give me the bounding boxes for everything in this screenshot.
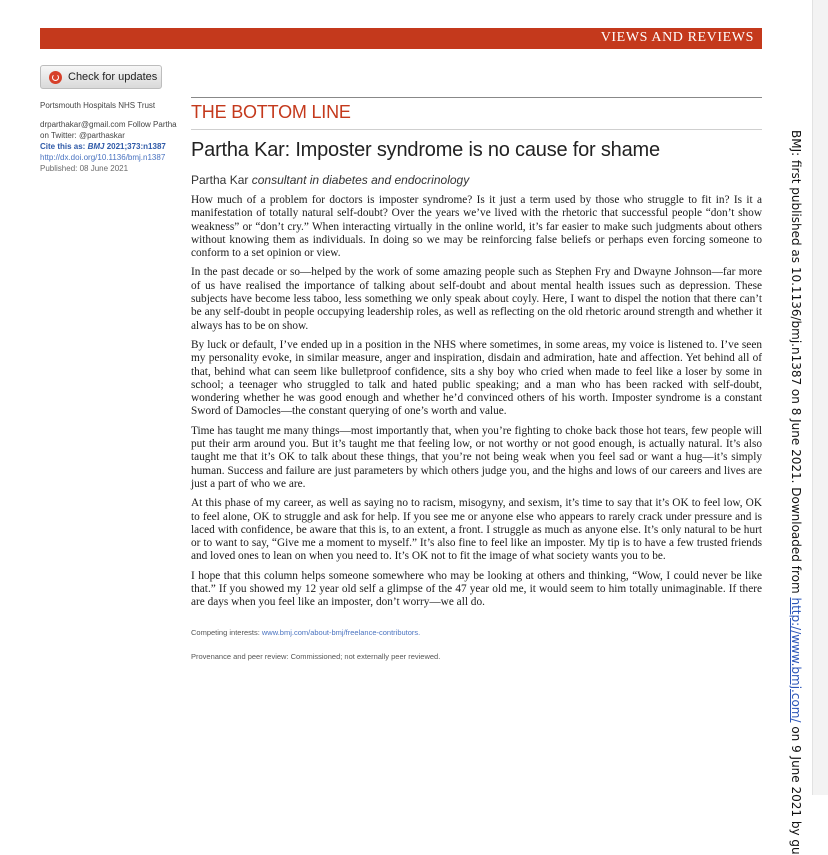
author-contact: drparthakar@gmail.com Follow Partha on Twitter: @parthaskar [40,120,177,140]
footnotes [191,628,762,661]
watermark-link[interactable]: http://www.bmj.com/ [789,597,803,723]
paragraph: In the past decade or so—helped by the work of some amazing people such as Stephen Fry and Dwayne Johnson—far more of us have realised the importance of talking about self-doubt and about mental health issues such as depression. These subjects have become less taboo, less something we only speak about coyly. Here, I want to dispel the notion that there can’t be any self-doubt in people occupying leadership roles, as well as reflecting on the old rhetoric around strength and whether it always has to be on show. [191,266,762,332]
citation-journal: BMJ [87,142,105,151]
citation-ref: 2021;373:n1387 [104,142,166,151]
section-banner [40,28,762,49]
citation [40,141,180,152]
section-rule [191,97,762,98]
watermark-text-before: BMJ: first published as 10.1136/bmj.n1387 on 8 June 2021. Downloaded from [789,130,803,598]
refresh-icon [49,71,62,84]
competing-interests [191,628,762,637]
doi-link[interactable]: http://dx.doi.org/10.1136/bmj.n1387 [40,153,166,162]
article-body [191,194,762,610]
check-for-updates-label: Check for updates [68,71,158,83]
download-watermark [789,130,803,855]
paragraph: By luck or default, I’ve ended up in a position in the NHS where sometimes, in some areas, my voice is listened to. I’ve seen my personality evoke, in similar measure, anger and inspiration, disdain and admiration, hate and affection. Yet behind all of that, behind what can seem like bulletproof confidence, sits a shy boy who cried when made to feel like a loser by some in school; a teenager who struggled to talk and hated public speaking; and a man who has been racked with self-doubt, wondering whether he was good enough and whether he’d convinced others of his worth. Imposter syndrome is a constant Sword of Damocles—the constant querying of one’s worth and value. [191,338,762,418]
paragraph: I hope that this column helps someone somewhere who may be looking at others and thinking, “Wow, I could never be like that.” If you showed my 12 year old self a glimpse of the 47 year old me, it would seem to him totally unimaginable. If there are days when you feel like an imposter, don’t worry—we all do. [191,569,762,609]
article-sidebar [40,100,180,174]
author-role: consultant in diabetes and endocrinology [251,173,470,187]
section-title: THE BOTTOM LINE [191,102,351,122]
article-title: Partha Kar: Imposter syndrome is no cause for shame [191,139,660,161]
competing-interests-link[interactable]: www.bmj.com/about-bmj/freelance-contributors. [261,627,421,637]
published-date: Published: 08 June 2021 [40,164,129,173]
check-for-updates-button[interactable] [40,65,162,89]
paragraph: At this phase of my career, as well as saying no to racism, misogyny, and sexism, it’s time to say that it’s OK to feel low, OK to feel alone, OK to struggle and ask for help. If you see me or anyone else who appears to rarely crack under pressure and is laced with confidence, be aware that this is, to an extent, a front. I struggle as much as anyone else. It’s only natural to be hurt or to want to say, “Give me a moment to myself.” It’s also fine to feel like an imposter. My tip is to have a few trusted friends and loved ones to lean on when you need to. It’s OK not to fit the image of what society wants you to be. [191,497,762,563]
byline [191,173,762,187]
competing-interests-label: Competing interests: [191,627,262,637]
author-name: Partha Kar [191,173,249,187]
page-edge [812,0,828,795]
provenance: Provenance and peer review: Commissioned; not externally peer reviewed. [191,651,441,661]
paragraph: How much of a problem for doctors is imposter syndrome? Is it just a term used by those who struggle to fit in? Is it a manifestation of totally natural self-doubt? Over the years we’ve lived with the rhetoric that successful people “don’t show weakness” or “don’t cry.” When interacting virtually in the online world, it’s far easier to make such judgments about others without knowing them as individuals. In doing so we may be reinforcing false beliefs or perhaps even forcing someone to conform to a set opinion or view. [191,194,762,260]
section-divider [191,129,762,130]
author-affiliation: Portsmouth Hospitals NHS Trust [40,101,156,110]
section-banner-label: VIEWS AND REVIEWS [600,30,754,45]
watermark-text-after: on 9 June 2021 by gu [789,722,803,855]
citation-prefix: Cite this as: [40,142,88,151]
article-main [191,97,762,676]
paragraph: Time has taught me many things—most importantly that, when you’re fighting to choke back those hot tears, few people will put their arm around you. But it’s taught me that feeling low, or not worthy or not good enough, is actually natural. It’s also taught me that it’s OK to talk about these things, that you’re not being weak when you feel sad or want a hug—it’s simply human. Success and failure are just parameters by which others judge you, and the highs and lows of our careers and lives are just a part of who we are. [191,424,762,490]
